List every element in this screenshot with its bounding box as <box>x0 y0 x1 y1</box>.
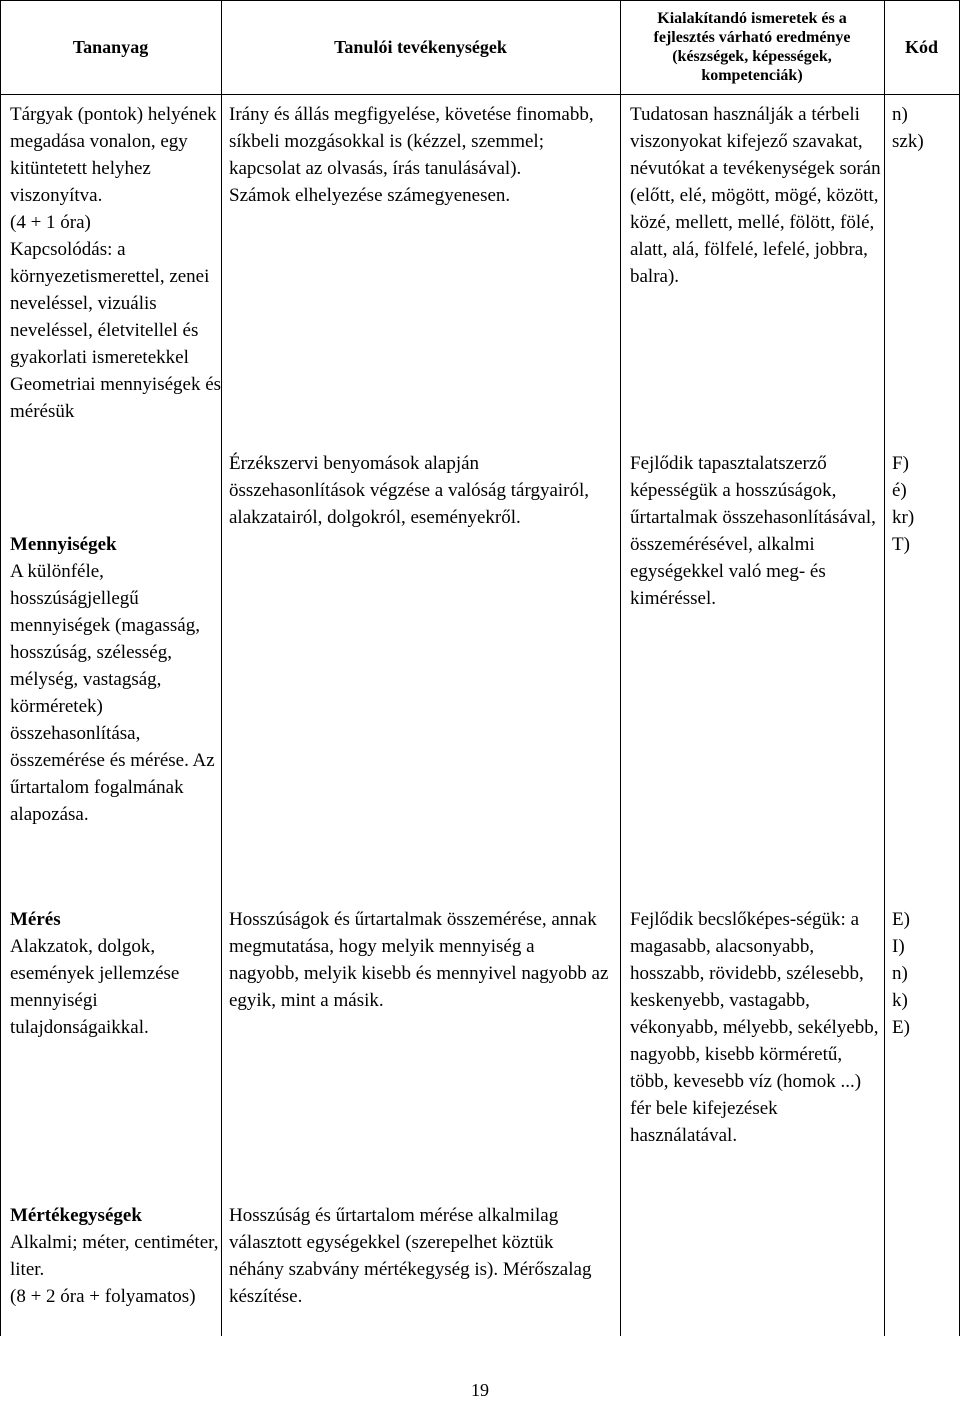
column-divider-2 <box>620 0 621 1336</box>
kod-block-1: n) szk) <box>892 104 924 152</box>
header-kod: Kód <box>904 37 938 57</box>
kod-block-2: F) é) kr) T) <box>892 453 915 555</box>
tananyag-block-mertekegysegek: Alkalmi; méter, centiméter, liter. (8 + 2 óra + folyamatos) <box>10 1232 219 1307</box>
ismeret-tapasztalatszerzo-kepesseg: Fejlődik tapasztalatszerző képességük a hosszúságok, űrtartalmak összehasonlításával, összemérésével, alkalmi egységekkel való meg- és kiméréssel. <box>630 453 876 609</box>
ismeret-becslokepesseg: Fejlődik becslőképes-ségük: a magasabb, alacsonyabb, hosszabb, rövidebb, szélesebb, keskenyebb, vastagabb, vékonyabb, mélyebb, sekélyebb, nagyobb, kisebb körméretű, több, kevesebb víz (homok ...) fér bele kifejezések használatával. <box>630 909 879 1146</box>
tananyag-heading-mennyisegek: Mennyiségek <box>10 534 117 555</box>
tevekenyseg-irany-es-allas: Irány és állás megfigyelése, követése finomabb, síkbeli mozgásokkal is (kézzel, szemmel; kapcsolat az olvasás, írás tanulásával). Számok elhelyezése számegyenesen. <box>229 104 594 206</box>
table-left-border <box>0 0 1 1336</box>
table-header-divider <box>0 94 960 95</box>
tananyag-heading-mertekegysegek: Mértékegységek <box>10 1205 142 1226</box>
tananyag-block-meres: Alakzatok, dolgok, események jellemzése mennyiségi tulajdonságaikkal. <box>10 936 180 1038</box>
tananyag-block-intro: Tárgyak (pontok) helyének megadása vonalon, egy kitüntetett helyhez viszonyítva. (4 + 1 óra) Kapcsolódás: a környezetismerettel, zenei neveléssel, vizuális neveléssel, életvitellel és gyakorlati ismeretekkel Geometriai mennyiségek és mérésük <box>10 104 222 422</box>
ismeret-terbeli-viszonyok: Tudatosan használják a térbeli viszonyokat kifejező szavakat, névutókat a tevékenységek során (előtt, elé, mögött, mögé, között, közé, mellett, mellé, fölött, fölé, alatt, alá, fölfelé, lefelé, jobbra, balra). <box>630 104 881 287</box>
page-number: 19 <box>471 1380 489 1400</box>
tevekenyseg-osszemeres: Hosszúságok és űrtartalmak összemérése, annak megmutatása, hogy melyik mennyiség a nagyobb, melyik kisebb és mennyivel nagyobb az egyik, mint a másik. <box>229 909 609 1011</box>
header-tanuloi-tevekenysegek: Tanulói tevékenységek <box>334 37 507 57</box>
tevekenyseg-meres: Hosszúság és űrtartalom mérése alkalmilag választott egységekkel (szerepelhet köztük néhány szabvány mértékegység is). Mérőszalag készítése. <box>229 1205 592 1307</box>
tananyag-heading-meres: Mérés <box>10 909 61 930</box>
tananyag-block-mennyisegek: A különféle, hosszúságjellegű mennyiségek (magasság, hosszúság, szélesség, mélység, vastagság, körméretek) összehasonlítása, összemérése és mérése. Az űrtartalom fogalmának alapozása. <box>10 561 215 825</box>
kod-block-3: E) I) n) k) E) <box>892 909 910 1038</box>
tevekenyseg-erzekszervi-benyomasok: Érzékszervi benyomások alapján összehasonlítások végzése a valóság tárgyairól, alakzatairól, dolgokról, eseményekről. <box>229 453 590 528</box>
header-kialakitando-ismeretek: Kialakítandó ismeretek és a fejlesztés várható eredménye (készségek, képességek, kompetenciák) <box>653 10 851 84</box>
header-tananyag: Tananyag <box>72 37 149 57</box>
